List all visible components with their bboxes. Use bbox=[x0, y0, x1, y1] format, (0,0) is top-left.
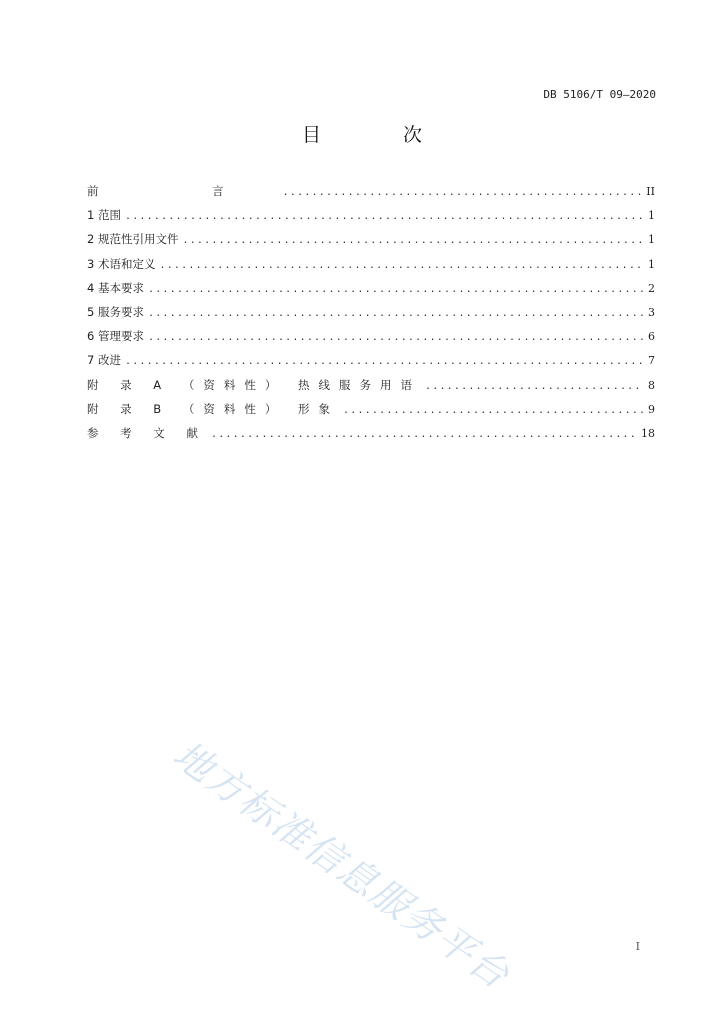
toc-entry-scope[interactable] bbox=[87, 207, 655, 231]
toc-entry-terms-definitions[interactable] bbox=[87, 256, 655, 280]
toc-entry-label: 1 范围 bbox=[87, 208, 121, 223]
watermark-text: 地方标准信息服务平台 bbox=[165, 732, 519, 998]
table-of-contents bbox=[87, 183, 655, 449]
toc-entry-bibliography[interactable] bbox=[87, 425, 655, 449]
toc-entry-page: 1 bbox=[648, 257, 655, 271]
dot-leader bbox=[343, 405, 644, 416]
toc-entry-page: II bbox=[646, 185, 655, 198]
toc-entry-appendix-b[interactable] bbox=[87, 401, 655, 425]
dot-leader bbox=[159, 260, 644, 271]
toc-entry-basic-requirements[interactable] bbox=[87, 280, 655, 304]
toc-entry-label: 附 录 A （资料性） 热线服务用语 bbox=[87, 377, 421, 392]
toc-entry-improvement[interactable] bbox=[87, 352, 655, 376]
toc-entry-label: 4 基本要求 bbox=[87, 280, 144, 295]
dot-leader bbox=[125, 211, 644, 222]
toc-entry-label: 5 服务要求 bbox=[87, 304, 144, 319]
toc-entry-page: 3 bbox=[648, 305, 655, 319]
toc-title: 目 次 bbox=[301, 124, 461, 146]
toc-entry-label: 前 言 bbox=[87, 184, 279, 198]
toc-entry-management-requirements[interactable] bbox=[87, 328, 655, 352]
toc-entry-service-requirements[interactable] bbox=[87, 304, 655, 328]
dot-leader bbox=[283, 187, 643, 198]
toc-entry-page: 18 bbox=[641, 426, 655, 440]
document-code: DB 5106/T 09—2020 bbox=[543, 88, 656, 101]
toc-entry-page: 1 bbox=[648, 233, 655, 247]
dot-leader bbox=[125, 356, 644, 367]
dot-leader bbox=[148, 332, 644, 343]
dot-leader bbox=[211, 429, 637, 440]
toc-entry-page: 9 bbox=[648, 402, 655, 416]
toc-entry-page: 8 bbox=[648, 378, 655, 392]
dot-leader bbox=[148, 284, 644, 295]
toc-entry-label: 附 录 B （资料性） 形象 bbox=[87, 401, 340, 416]
dot-leader bbox=[182, 235, 644, 246]
toc-entry-page: 7 bbox=[648, 354, 655, 368]
toc-entry-appendix-a[interactable] bbox=[87, 377, 655, 401]
toc-entry-page: 6 bbox=[648, 330, 655, 344]
toc-entry-page: 2 bbox=[648, 281, 655, 295]
page-number: I bbox=[635, 940, 640, 953]
dot-leader bbox=[425, 381, 644, 392]
toc-entry-label: 7 改进 bbox=[87, 353, 121, 368]
toc-entry-label: 6 管理要求 bbox=[87, 329, 144, 344]
toc-entry-normative-references[interactable] bbox=[87, 231, 655, 255]
toc-entry-label: 2 规范性引用文件 bbox=[87, 232, 179, 247]
toc-entry-label: 参 考 文 献 bbox=[87, 425, 207, 440]
toc-entry-foreword[interactable] bbox=[87, 183, 655, 207]
toc-entry-page: 1 bbox=[648, 209, 655, 223]
toc-entry-label: 3 术语和定义 bbox=[87, 256, 156, 271]
dot-leader bbox=[148, 308, 644, 319]
